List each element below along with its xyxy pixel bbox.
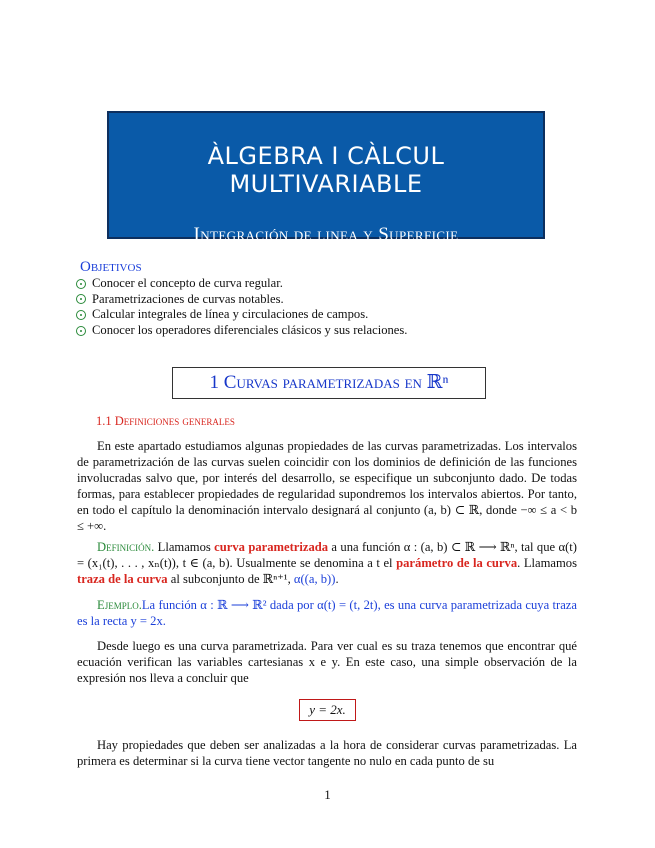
page-number: 1 — [324, 787, 331, 802]
definition-block: Definición. Llamamos curva parametrizada a una función α : (a, b) ⊂ ℝ ⟶ ℝⁿ, tal que α(t) = (x₁(t), . . . , xₙ(t)), t ∈ (a, b). Usualmente se denomina a t el parámetro de la curva. Llamamos traza de la curva al subconjunto de ℝⁿ⁺¹, α((a, b)). — [77, 540, 578, 586]
bullet-icon — [76, 326, 86, 336]
document-title: ÀLGEBRA I CÀLCUL MULTIVARIABLE — [207, 142, 445, 198]
formula-box: y = 2x. — [299, 699, 356, 721]
term-traza: traza de la curva — [77, 572, 168, 586]
term-parametro: parámetro de la curva — [396, 556, 518, 570]
example-block — [77, 597, 577, 629]
section-heading: 1 Curvas parametrizadas en ℝⁿ — [172, 367, 486, 399]
example-label: Ejemplo. — [97, 598, 142, 612]
body-paragraph: Desde luego es una curva parametrizada. Para ver cual es su traza tenemos que encontrar qué ecuación verifican las variables cartesianas x e y. En este caso, una simple observación de la expresión nos lleva a concluir que — [77, 639, 577, 685]
bullet-icon — [76, 294, 86, 304]
bullet-icon — [76, 310, 86, 320]
list-item: Parametrizaciones de curvas notables. — [76, 292, 407, 308]
list-item: Conocer los operadores diferenciales clásicos y sus relaciones. — [76, 323, 407, 339]
list-item: Calcular integrales de línea y circulaciones de campos. — [76, 307, 407, 323]
definition-label: Definición. — [97, 540, 155, 554]
objectives-heading: Objetivos — [80, 259, 142, 275]
example-text: La función α : ℝ ⟶ ℝ² dada por α(t) = (t, 2t), es una curva parametrizada cuya traza es la recta y = 2x. — [77, 598, 577, 628]
title-banner — [107, 111, 545, 245]
body-paragraph-continued: Hay propiedades que deben ser analizadas a la hora de considerar curvas parametrizadas. La primera es determinar si la curva tiene vector tangente no nulo en cada punto de su — [77, 738, 577, 768]
bullet-icon — [76, 279, 86, 289]
term-curva-parametrizada: curva parametrizada — [214, 540, 329, 554]
list-item: Conocer el concepto de curva regular. — [76, 276, 407, 292]
intro-paragraph: En este apartado estudiamos algunas propiedades de las curvas parametrizadas. Los intervalos de parametrización de las curvas suelen coincidir con los dominios de definición de las funciones involucradas salvo que, por interés del desarrollo, se especifique un subconjunto dado. De todas formas, para establecer propiedades de regularidad supondremos los intervalos abiertos. Por tanto, en todo el capítulo la denominación intervalo designará al conjunto (a, b) ⊂ ℝ, donde −∞ ≤ a < b ≤ +∞. — [77, 439, 577, 533]
subsection-heading: 1.1 Definiciones generales — [96, 414, 235, 428]
objectives-list — [76, 276, 407, 338]
document-subtitle: Integración de linea y Superficie — [193, 224, 459, 245]
